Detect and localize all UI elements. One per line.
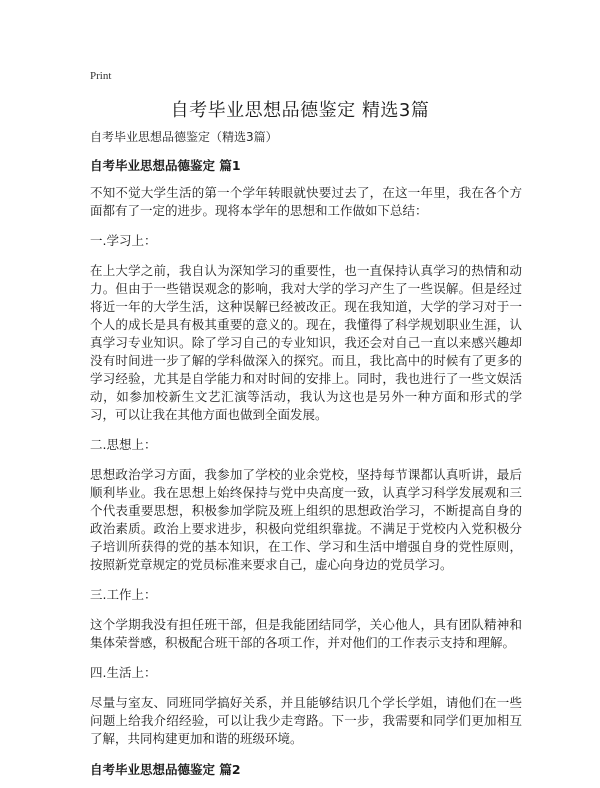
intro-paragraph: 不知不觉大学生活的第一个学年转眼就快要过去了，在这一年里，我在各个方面都有了一定的进步。现将本学年的思想和工作做如下总结： [90, 185, 522, 218]
section-1-title: 自考毕业思想品德鉴定 篇1 [90, 158, 241, 173]
heading-life: 四.生活上： [90, 665, 157, 680]
heading-work: 三.工作上： [90, 587, 157, 602]
section-2-title: 自考毕业思想品德鉴定 篇2 [90, 762, 241, 777]
paragraph-study: 在上大学之前，我自认为深知学习的重要性，也一直保持认真学习的热情和动力。但由于一些错误观念的影响，我对大学的学习产生了一些误解。但是经过将近一年的大学生活，这种误解已经被改正。现在我知道，大学的学习对于一个人的成长是具有极其重要的意义的。现在，我懂得了科学规划职业生涯，认真学习专业知识。除了学习自己的专业知识，我还会对自己一直以来感兴趣却没有时间进一步了解的学科做深入的探究。而且，我比高中的时候有了更多的学习经验，尤其是自学能力和对时间的安排上。同时，我也进行了一些文娱活动，如参加校新生文艺汇演等活动，我认为这也是另外一种方面和形式的学习，可以让我在其他方面也做到全面发展。 [90, 263, 522, 422]
paragraph-work: 这个学期我没有担任班干部，但是我能团结同学，关心他人，具有团队精神和集体荣誉感，积极配合班干部的各项工作，并对他们的工作表示支持和理解。 [90, 617, 522, 650]
document-title: 自考毕业思想品德鉴定 精选3篇 [170, 100, 430, 121]
paragraph-life: 尽量与室友、同班同学搞好关系，并且能够结识几个学长学姐，请他们在一些问题上给我介绍经验，可以让我少走弯路。下一步，我需要和同学们更加相互了解，共同构建更加和谐的班级环境。 [90, 695, 522, 746]
print-link[interactable]: Print [90, 70, 112, 82]
heading-study: 一.学习上： [90, 233, 157, 248]
heading-thought: 二.思想上： [90, 437, 157, 452]
paragraph-thought: 思想政治学习方面，我参加了学校的业余党校，坚持每节课都认真听讲，最后顺利毕业。我在思想上始终保持与党中央高度一致，认真学习科学发展观和三个代表重要思想，积极参加学院及班上组织的思想政治学习，不断提高自身的政治素质。政治上要求进步，积极向党组织靠拢。不满足于党校内入党积极分子培训所获得的党的基本知识，在工作、学习和生活中增强自身的党性原则，按照新党章规定的党员标准来要求自己，虚心向身边的党员学习。 [90, 467, 522, 572]
document-subtitle: 自考毕业思想品德鉴定（精选3篇） [90, 130, 278, 144]
document-body [90, 128, 522, 788]
